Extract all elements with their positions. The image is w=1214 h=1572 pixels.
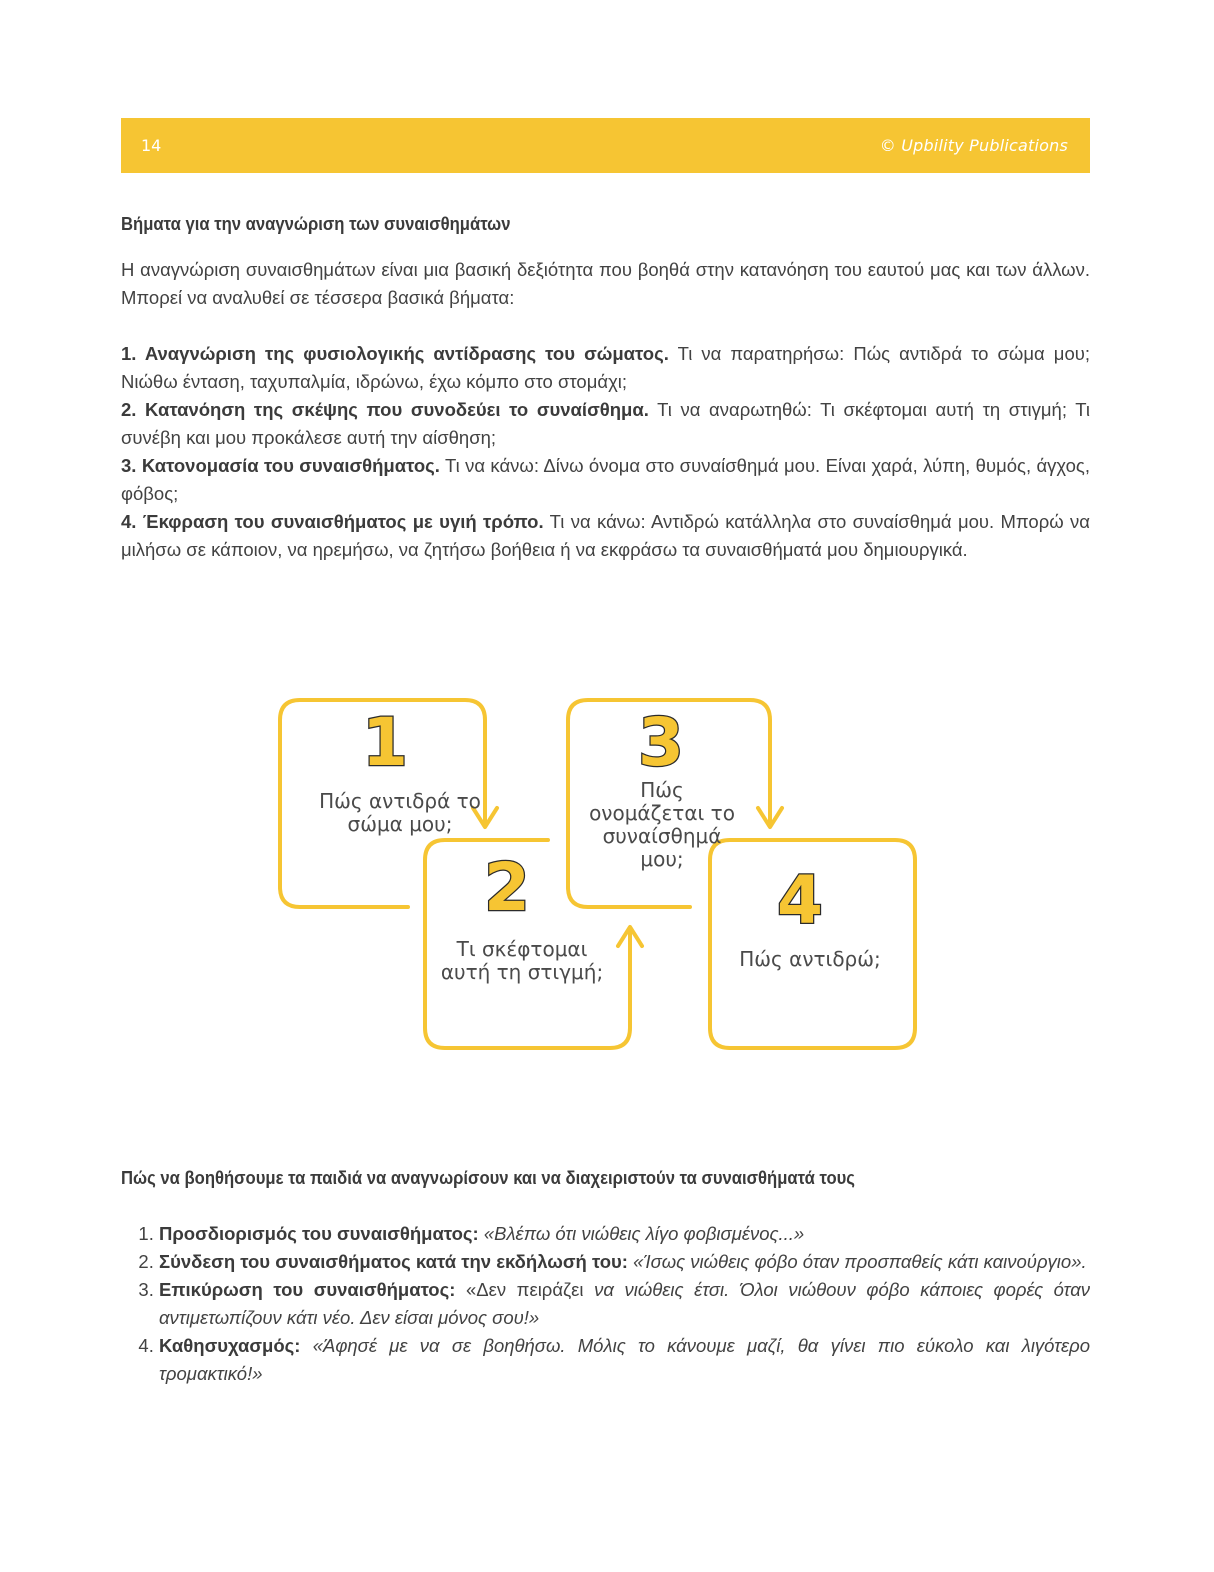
section-title: Πώς να βοηθήσουμε τα παιδιά να αναγνωρίσουν και να διαχειριστούν τα συναισθήματά τους (121, 1167, 855, 1188)
box-3-label: Πώς ονομάζεται το συναίσθημά μου; (589, 778, 735, 871)
step-item (121, 508, 1090, 564)
emotion-steps-diagram (270, 690, 930, 1060)
item-text: «Δεν πειράζει (455, 1279, 595, 1300)
page-number: 14 (141, 136, 162, 155)
item-heading: Καθησυχασμός: (159, 1335, 301, 1356)
list-item (159, 1220, 1090, 1248)
section-helping-children (121, 1164, 1090, 1388)
step-number-1: 1 (362, 704, 408, 781)
step-heading: 2. Κατανόηση της σκέψης που συνοδεύει το συναίσθημα. (121, 399, 649, 420)
list-item (159, 1332, 1090, 1388)
step-heading: 3. Κατονομασία του συναισθήματος. (121, 455, 440, 476)
item-quote: «Ίσως νιώθεις φόβο όταν προσπαθείς κάτι καινούργιο». (633, 1251, 1087, 1272)
box-1-label: Πώς αντιδρά το σώμα μου; (319, 789, 481, 836)
section-emotion-recognition-steps (121, 210, 1090, 564)
step-item (121, 396, 1090, 452)
item-quote: «Άφησέ με να σε βοηθήσω. Μόλις το κάνουμε μαζί, θα γίνει πιο εύκολο και λιγότερο τρομακτικό!» (159, 1335, 1091, 1384)
copyright-notice: © Upbility Publications (879, 136, 1068, 155)
page-header-bar (121, 118, 1090, 173)
item-heading: Σύνδεση του συναισθήματος κατά την εκδήλωσή του: (159, 1251, 628, 1272)
list-item (159, 1276, 1090, 1332)
step-text: Τι να κάνω: Δίνω όνομα στο συναίσθημά μου. Είναι χαρά, λύπη, θυμός, άγχος, φόβος; (121, 455, 1090, 504)
steps-list (121, 340, 1090, 564)
step-heading: 1. Αναγνώριση της φυσιολογικής αντίδρασης του σώματος. (121, 343, 669, 364)
help-list (121, 1220, 1090, 1388)
step-item (121, 452, 1090, 508)
section-title: Βήματα για την αναγνώριση των συναισθημάτων (121, 213, 511, 234)
item-heading: Προσδιορισμός του συναισθήματος: (159, 1223, 479, 1244)
step-number-4: 4 (777, 862, 823, 939)
step-text: Τι να αναρωτηθώ: Τι σκέφτομαι αυτή τη στιγμή; Τι συνέβη και μου προκάλεσε αυτή την αίσθηση; (121, 399, 1090, 448)
intro-paragraph: Η αναγνώριση συναισθημάτων είναι μια βασική δεξιότητα που βοηθά στην κατανόηση του εαυτού μας και των άλλων. Μπορεί να αναλυθεί σε τέσσερα βασικά βήματα: (121, 259, 1090, 308)
step-heading: 4. Έκφραση του συναισθήματος με υγιή τρόπο. (121, 511, 544, 532)
list-item (159, 1248, 1090, 1276)
item-text (300, 1335, 312, 1356)
step-item (121, 340, 1090, 396)
item-quote: να νιώθεις έτσι. Όλοι νιώθουν φόβο κάποιες φορές όταν αντιμετωπίζουν κάτι νέο. Δεν είσαι μόνος σου!» (159, 1279, 1090, 1328)
item-heading: Επικύρωση του συναισθήματος: (159, 1279, 456, 1300)
step-text: Τι να παρατηρήσω: Πώς αντιδρά το σώμα μου; Νιώθω ένταση, ταχυπαλμία, ιδρώνω, έχω κόμπο στο στομάχι; (121, 343, 1090, 392)
step-number-3: 3 (638, 704, 684, 781)
step-number-2: 2 (484, 849, 530, 926)
box-2-label: Τι σκέφτομαι αυτή τη στιγμή; (440, 937, 604, 984)
item-quote: «Βλέπω ότι νιώθεις λίγο φοβισμένος...» (483, 1223, 805, 1244)
step-text: Τι να κάνω: Αντιδρώ κατάλληλα στο συναίσθημά μου. Μπορώ να μιλήσω σε κάποιον, να ηρεμήσω, να ζητήσω βοήθεια ή να εκφράσω τα συναισθήματά μου δημιουργικά. (121, 511, 1090, 560)
box-4-label: Πώς αντιδρώ; (739, 947, 881, 971)
